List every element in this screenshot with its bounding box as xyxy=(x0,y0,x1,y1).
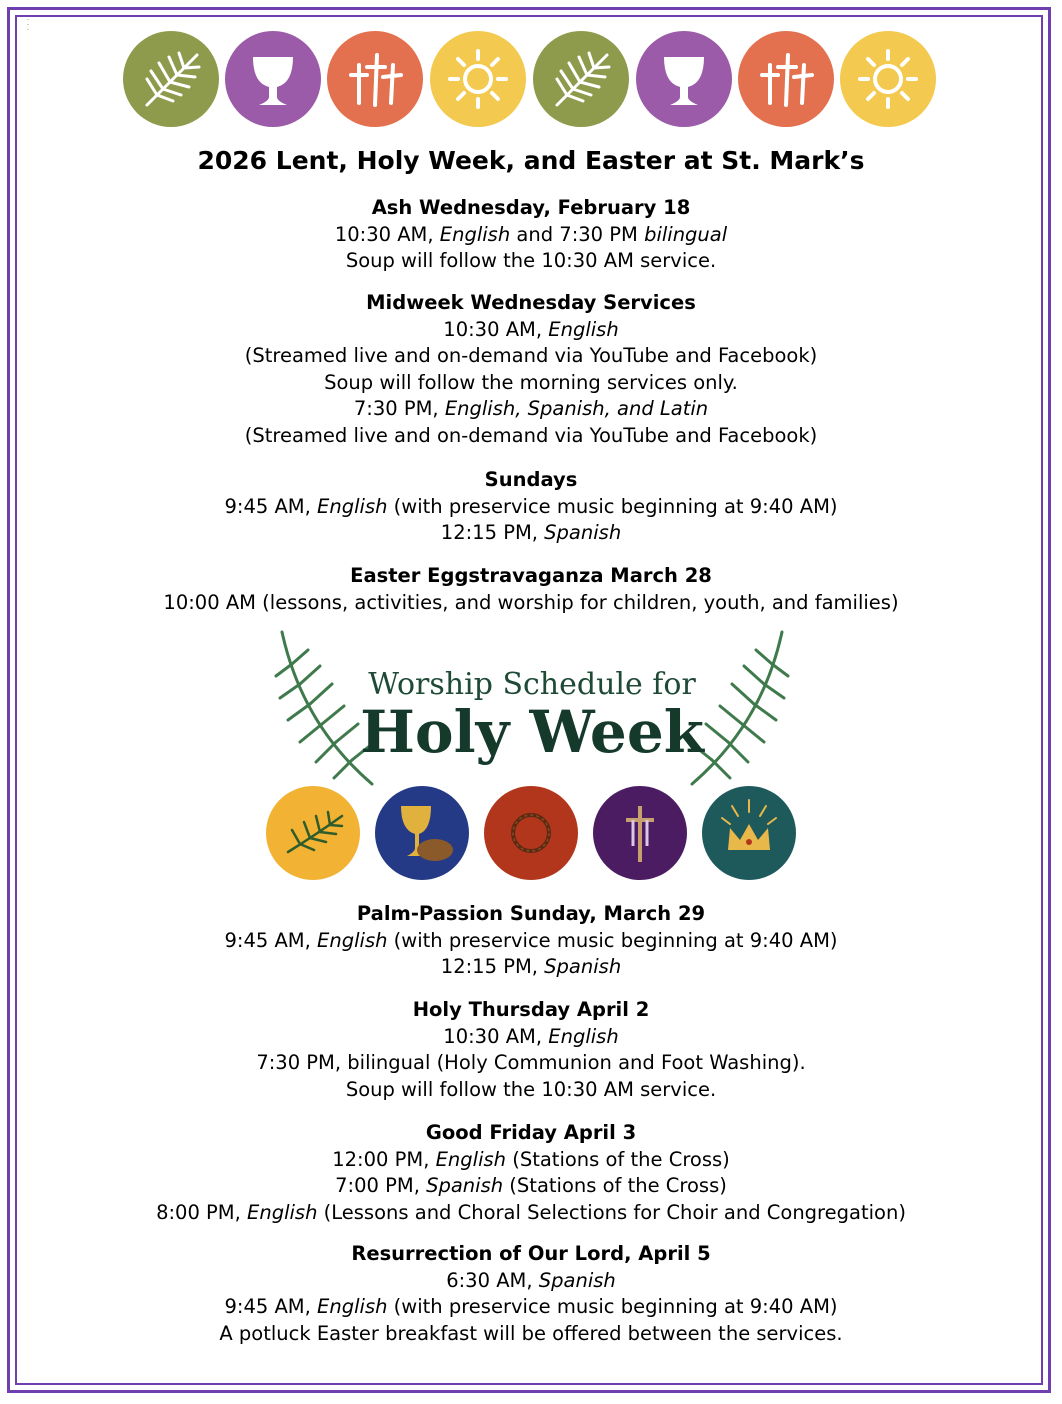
service-note: (Streamed live and on-demand via YouTube and Facebook) xyxy=(244,423,818,447)
good-friday-section xyxy=(0,1120,1062,1226)
chalice-icon xyxy=(225,31,321,127)
section-heading: Midweek Wednesday Services xyxy=(366,291,696,314)
section-heading: Easter Eggstravaganza March 28 xyxy=(350,564,712,587)
corner-marks: · · · xyxy=(27,17,29,34)
service-line: 10:30 AM, English xyxy=(443,1024,619,1048)
banner-title: Holy Week xyxy=(360,698,704,766)
page-title: 2026 Lent, Holy Week, and Easter at St. Mark’s xyxy=(197,146,865,175)
service-line: 7:30 PM, bilingual (Holy Communion and Foot Washing). xyxy=(256,1051,806,1074)
service-note: (Streamed live and on-demand via YouTube and Facebook) xyxy=(244,344,818,367)
liturgical-icon-row xyxy=(120,31,942,131)
resurrection-section xyxy=(0,1241,1062,1347)
palm-passion-section xyxy=(0,901,1062,981)
service-note: A potluck Easter breakfast will be offered between the services. xyxy=(219,1321,843,1345)
ash-wednesday-section xyxy=(0,195,1062,275)
section-heading: Palm-Passion Sunday, March 29 xyxy=(356,902,706,925)
palm-icon xyxy=(533,31,629,127)
holy-thursday-section xyxy=(0,997,1062,1103)
service-note: Soup will follow the morning services only. xyxy=(324,370,738,394)
service-line: 9:45 AM, English (with preservice music beginning at 9:40 AM) xyxy=(224,494,838,518)
section-heading: Resurrection of Our Lord, April 5 xyxy=(351,1242,711,1265)
midweek-section xyxy=(0,290,1062,449)
crown-of-thorns-icon xyxy=(484,786,578,880)
service-line: 9:45 AM, English (with preservice music beginning at 9:40 AM) xyxy=(224,1295,838,1318)
sun-icon xyxy=(430,31,526,127)
service-line: 9:45 AM, English (with preservice music beginning at 9:40 AM) xyxy=(224,928,838,952)
eggstravaganza-section xyxy=(0,563,1062,616)
service-line: 12:15 PM, Spanish xyxy=(440,521,622,544)
service-line: 10:00 AM (lessons, activities, and worship for children, youth, and families) xyxy=(163,590,899,614)
service-line: 12:15 PM, Spanish xyxy=(440,955,622,978)
chalice-bread-icon xyxy=(375,786,469,880)
service-note: Soup will follow the 10:30 AM service. xyxy=(345,249,717,272)
section-heading: Ash Wednesday, February 18 xyxy=(371,196,691,219)
holy-week-banner xyxy=(262,624,802,884)
service-line: 7:00 PM, Spanish (Stations of the Cross) xyxy=(335,1174,727,1197)
service-line: 7:30 PM, English, Spanish, and Latin xyxy=(353,397,709,420)
service-line: 10:30 AM, English and 7:30 PM bilingual xyxy=(334,222,728,246)
section-heading: Sundays xyxy=(484,468,578,491)
crosses-icon xyxy=(327,31,423,127)
sun-icon xyxy=(840,31,936,127)
sundays-section xyxy=(0,467,1062,547)
service-line: 12:00 PM, English (Stations of the Cross) xyxy=(332,1147,730,1171)
banner-subtitle: Worship Schedule for xyxy=(368,667,696,702)
crown-icon xyxy=(702,786,796,880)
service-line: 8:00 PM, English (Lessons and Choral Selections for Choir and Congregation) xyxy=(156,1200,906,1224)
palm-branch-icon xyxy=(266,786,360,880)
service-note: Soup will follow the 10:30 AM service. xyxy=(345,1077,717,1101)
section-heading: Good Friday April 3 xyxy=(425,1121,637,1144)
service-line: 10:30 AM, English xyxy=(443,317,619,341)
cross-shroud-icon xyxy=(593,786,687,880)
chalice-icon xyxy=(636,31,732,127)
service-line: 6:30 AM, Spanish xyxy=(446,1268,616,1292)
crosses-icon xyxy=(738,31,834,127)
palm-icon xyxy=(123,31,219,127)
section-heading: Holy Thursday April 2 xyxy=(412,998,650,1021)
